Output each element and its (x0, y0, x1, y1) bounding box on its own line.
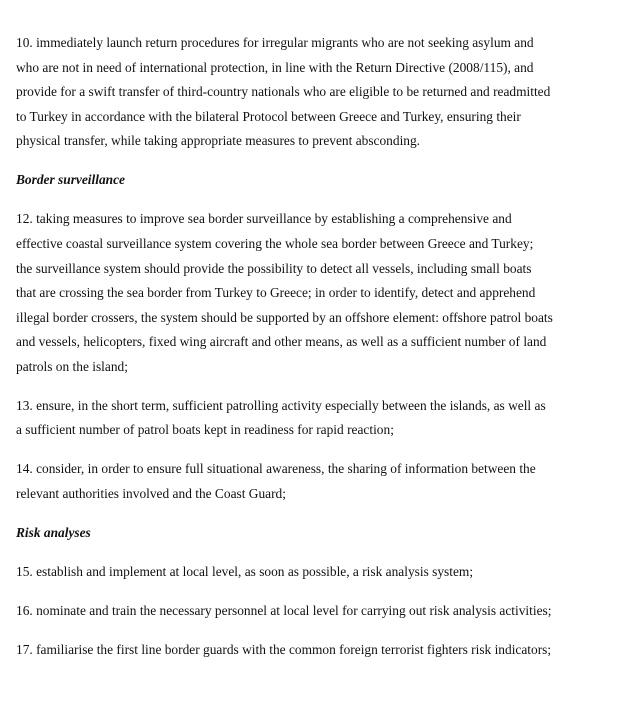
paragraph-line: who are not in need of international protection, in line with the Return Directive (2008/115), and (16, 59, 534, 75)
paragraph-line: 10. immediately launch return procedures for irregular migrants who are not seeking asylum and (16, 35, 534, 50)
paragraph-line: a sufficient number of patrol boats kept in readiness for rapid reaction; (16, 422, 394, 438)
paragraph-line: effective coastal surveillance system covering the whole sea border between Greece and Turkey; (16, 235, 534, 251)
paragraph-16: 16. nominate and train the necessary personnel at local level for carrying out risk analysis activities; (16, 603, 552, 619)
paragraph-line: physical transfer, while taking appropriate measures to prevent absconding. (16, 133, 421, 149)
paragraph-line: to Turkey in accordance with the bilateral Protocol between Greece and Turkey, ensuring their (16, 108, 521, 124)
section-heading-risk-analyses: Risk analyses (16, 525, 91, 541)
section-heading-border-surveillance: Border surveillance (16, 172, 125, 188)
paragraph-line: provide for a swift transfer of third-country nationals who are eligible to be returned and readmitted (16, 84, 551, 100)
paragraph-line: the surveillance system should provide the possibility to detect all vessels, including small boats (16, 260, 532, 276)
paragraph-line: and vessels, helicopters, fixed wing aircraft and other means, as well as a sufficient number of land (16, 334, 547, 350)
paragraph-10 (16, 31, 616, 154)
paragraph-14 (16, 457, 616, 506)
paragraph-line: 12. taking measures to improve sea border surveillance by establishing a comprehensive and (16, 211, 512, 227)
paragraph-13 (16, 394, 616, 443)
paragraph-line: patrols on the island; (16, 358, 128, 374)
paragraph-12 (16, 207, 616, 379)
paragraph-line: 13. ensure, in the short term, sufficient patrolling activity especially between the islands, as well as (16, 397, 546, 413)
document-page (16, 31, 616, 677)
paragraph-17: 17. familiarise the first line border guards with the common foreign terrorist fighters risk indicators; (16, 642, 552, 657)
paragraph-line: that are crossing the sea border from Turkey to Greece; in order to identify, detect and apprehend (16, 285, 536, 301)
paragraph-15: 15. establish and implement at local level, as soon as possible, a risk analysis system; (16, 564, 474, 580)
paragraph-line: relevant authorities involved and the Coast Guard; (16, 486, 286, 502)
paragraph-line: 14. consider, in order to ensure full situational awareness, the sharing of information between the (16, 461, 536, 477)
paragraph-line: illegal border crossers, the system should be supported by an offshore element: offshore patrol boats (16, 309, 553, 325)
